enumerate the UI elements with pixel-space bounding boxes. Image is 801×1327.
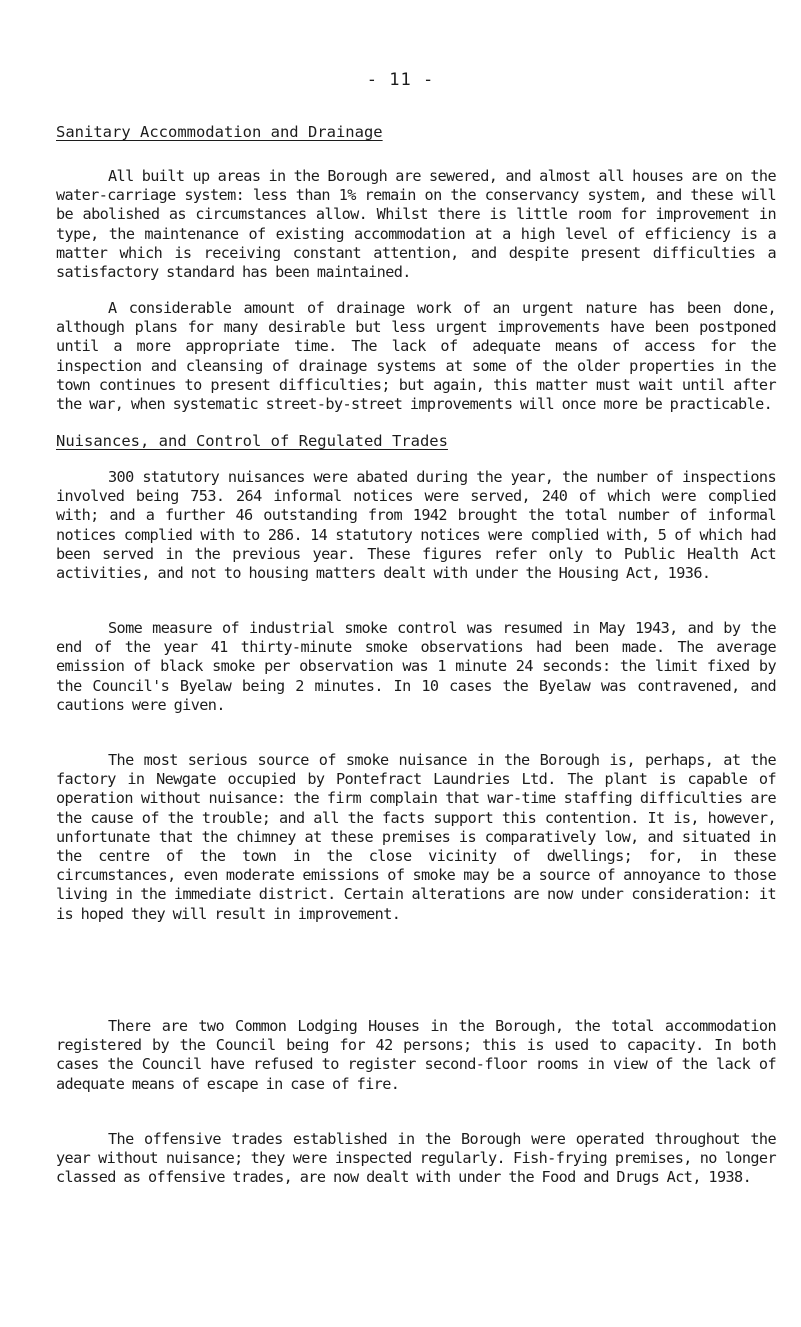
page-number: - 11 -	[366, 70, 435, 90]
paragraph: 300 statutory nuisances were abated during the year, the number of inspections involved being 753. 264 informal notices were served, 240 of which were complied with; and a further 46 outstanding from 1942 brought the total number of informal notices complied with to 286. 14 statutory notices were complied with, 5 of which had been served in the previous year. These figures refer only to Public Health Act activities, and not to housing matters dealt with under the Housing Act, 1936.	[56, 468, 776, 583]
paragraph: The offensive trades established in the Borough were operated throughout the year without nuisance; they were inspected regularly. Fish-frying premises, no longer classed as offensive trades, are now dealt with under the Food and Drugs Act, 1938.	[56, 1130, 776, 1187]
section-heading-nuisances: Nuisances, and Control of Regulated Trades	[56, 432, 448, 450]
paragraph: All built up areas in the Borough are sewered, and almost all houses are on the water-carriage system: less than 1% remain on the conservancy system, and these will be abolished as circumstances allow. Whilst there is little room for improvement in type, the maintenance of existing accommodation at a high level of efficiency is a matter which is receiving constant attention, and despite present difficulties a satisfactory standard has been maintained.	[56, 167, 776, 282]
paragraph: Some measure of industrial smoke control was resumed in May 1943, and by the end of the year 41 thirty-minute smoke observations had been made. The average emission of black smoke per observation was 1 minute 24 seconds: the limit fixed by the Council's Byelaw being 2 minutes. In 10 cases the Byelaw was contravened, and cautions were given.	[56, 619, 776, 714]
paragraph: There are two Common Lodging Houses in the Borough, the total accommodation registered by the Council being for 42 persons; this is used to capacity. In both cases the Council have refused to register second-floor rooms in view of the lack of adequate means of escape in case of fire.	[56, 1017, 776, 1093]
section-heading-sanitary: Sanitary Accommodation and Drainage	[56, 123, 383, 141]
paragraph: The most serious source of smoke nuisance in the Borough is, perhaps, at the factory in Newgate occupied by Pontefract Laundries Ltd. The plant is capable of operation without nuisance: the firm complain that war-time staffing difficulties are the cause of the trouble; and all the facts support this contention. It is, however, unfortunate that the chimney at these premises is comparatively low, and situated in the centre of the town in the close vicinity of dwellings; for, in these circumstances, even moderate emissions of smoke may be a source of annoyance to those living in the immediate district. Certain alterations are now under consideration: it is hoped they will result in improvement.	[56, 751, 776, 923]
paragraph: A considerable amount of drainage work of an urgent nature has been done, although plans for many desirable but less urgent improvements have been postponed until a more appropriate time. The lack of adequate means of access for the inspection and cleansing of drainage systems at some of the older properties in the town continues to present difficulties; but again, this matter must wait until after the war, when systematic street-by-street improvements will once more be practicable.	[56, 299, 776, 414]
